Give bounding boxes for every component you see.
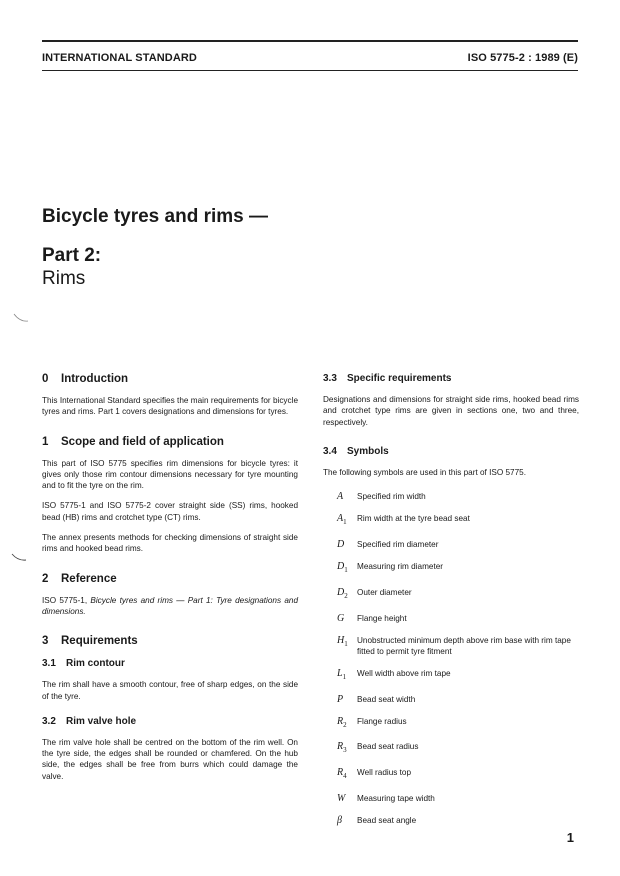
symbol: W: [337, 793, 346, 805]
reference-text: ISO 5775-1, Bicycle tyres and rims — Part 1: Tyre designations and dimensions.: [42, 595, 298, 616]
part-label: Part 2:: [42, 245, 102, 266]
symbol-description: Outer diameter: [357, 587, 412, 597]
rim-contour-text: The rim shall have a smooth contour, free of sharp edges, on the side of the tyre.: [42, 680, 298, 701]
symbol-row: [323, 635, 579, 658]
symbol: β: [337, 815, 342, 827]
symbol: D: [337, 538, 345, 550]
symbol-description: Flange height: [357, 613, 407, 623]
margin-scan-mark: [0, 552, 30, 566]
header-bottom-rule: [42, 70, 578, 71]
page-number: 1: [566, 830, 574, 845]
scope-paragraph: This part of ISO 5775 specifies rim dimensions for bicycle tyres: it gives only those rim contour dimensions necessary for tyre mounting and to fit the tyre on the rim.: [42, 458, 298, 491]
document-title: Bicycle tyres and rims —: [42, 206, 268, 227]
symbol-row: [323, 613, 579, 624]
section-heading-introduction: 0 Introduction: [42, 373, 129, 385]
right-column: [323, 372, 579, 837]
symbol-description: Well width above rim tape: [357, 668, 451, 678]
symbol-description: Well radius top: [357, 768, 412, 778]
symbol-description: Bead seat radius: [357, 742, 419, 752]
symbol: $A_1$: [337, 513, 347, 527]
symbol: P: [337, 693, 344, 705]
symbol-description: Specified rim width: [357, 492, 426, 502]
margin-scan-mark: [0, 312, 30, 326]
symbols-list: [323, 491, 579, 826]
specific-requirements-text: Designations and dimensions for straight side rims, hooked bead rims and crotchet type rims are given in sections one, two and three, respectively.: [323, 395, 579, 427]
symbol: $R_2$: [337, 715, 347, 729]
symbol: $R_3$: [337, 741, 347, 755]
symbol-row: [323, 741, 579, 756]
symbol-row: [323, 587, 579, 602]
subsection-heading-rim-contour: 3.1 Rim contour: [42, 658, 125, 670]
header-document-number: ISO 5775-2 : 1989 (E): [467, 52, 578, 64]
section-heading-requirements: 3 Requirements: [42, 635, 138, 648]
symbol-row: [323, 668, 579, 683]
symbol: $D_1$: [337, 560, 348, 574]
symbol-row: [323, 767, 579, 782]
symbol-description: Unobstructed minimum depth above rim base with rim tape fitted to permit tyre fitment: [357, 635, 571, 656]
valve-hole-text: The rim valve hole shall be centred on the bottom of the rim well. On the tyre side, the edges shall be rounded or chamfered. On the hub side, the edges shall be free from burrs which could damage the valve.: [42, 737, 298, 781]
symbol-row: [323, 539, 579, 550]
symbol: $H_1$: [337, 634, 348, 648]
symbol: $R_4$: [337, 767, 347, 781]
header-top-rule: [42, 40, 578, 42]
symbol-row: [323, 716, 579, 731]
scope-paragraph: The annex presents methods for checking dimensions of straight side rims and hooked bead rims.: [42, 533, 298, 554]
symbol-row: [323, 815, 579, 826]
scope-paragraph: ISO 5775-1 and ISO 5775-2 cover straight side (SS) rims, hooked bead (HB) rims and crotchet type (CT) rims.: [42, 501, 298, 522]
symbol-row: [323, 491, 579, 502]
symbol: $D_2$: [337, 586, 348, 600]
symbol-row: [323, 561, 579, 576]
introduction-text: This International Standard specifies the main requirements for bicycle tyres and rims. Part 1 covers designations and dimensions for tyres.: [42, 396, 298, 417]
symbol-description: Measuring tape width: [357, 794, 435, 804]
subsection-heading-specific-requirements: 3.3 Specific requirements: [323, 373, 452, 384]
symbol-description: Specified rim diameter: [357, 539, 439, 549]
symbol-description: Measuring rim diameter: [357, 561, 443, 571]
subsection-heading-valve-hole: 3.2 Rim valve hole: [42, 715, 137, 727]
symbol-description: Flange radius: [357, 716, 407, 726]
left-column: [42, 372, 298, 791]
symbol-row: [323, 694, 579, 705]
section-heading-scope: 1 Scope and field of application: [42, 435, 224, 448]
symbol-row: [323, 793, 579, 804]
symbol-description: Bead seat angle: [357, 816, 417, 826]
symbol: A: [337, 491, 344, 503]
header-standard-label: INTERNATIONAL STANDARD: [42, 52, 197, 64]
symbol-description: Rim width at the tyre bead seat: [357, 514, 470, 524]
symbol-row: [323, 513, 579, 528]
part-subtitle: Rims: [42, 268, 86, 289]
symbols-intro: The following symbols are used in this part of ISO 5775.: [323, 467, 526, 477]
symbol: G: [337, 612, 345, 624]
section-heading-reference: 2 Reference: [42, 572, 117, 585]
subsection-heading-symbols: 3.4 Symbols: [323, 445, 389, 457]
symbol: $L_1$: [337, 667, 347, 681]
symbol-description: Bead seat width: [357, 694, 416, 704]
